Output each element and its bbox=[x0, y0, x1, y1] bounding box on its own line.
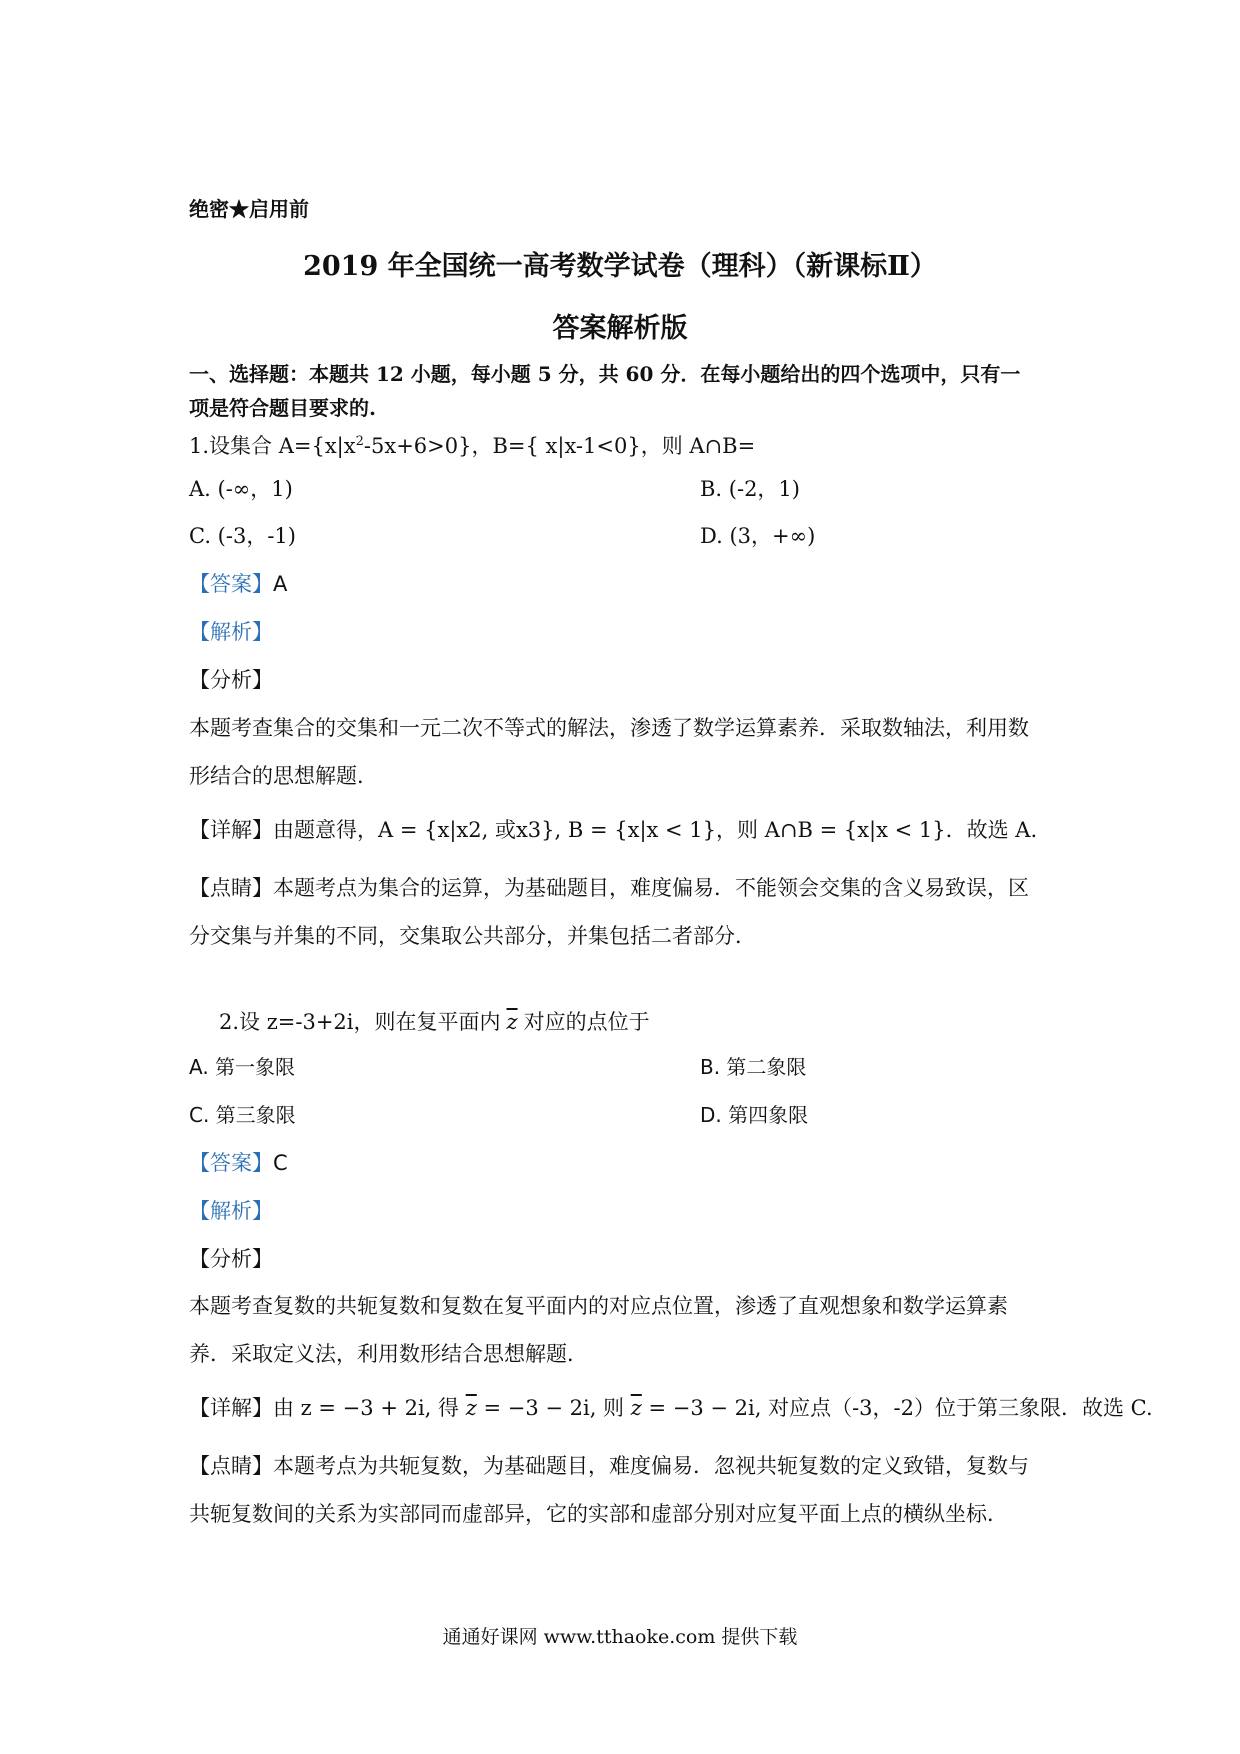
q1-option-c: C. (-3，-1) bbox=[189, 524, 296, 548]
page-title: 2019 年全国统一高考数学试卷（理科）（新课标Ⅱ） bbox=[303, 251, 937, 282]
page-footer: 通通好课网 www.tthaoke.com 提供下载 bbox=[442, 1626, 798, 1648]
q2-answer-tag: 【答案】 bbox=[189, 1151, 273, 1175]
q1-stem-part-a: 1.设集合 A={x|x bbox=[189, 434, 356, 458]
q2-detail bbox=[189, 1398, 1153, 1419]
q2-detail-part-b: = −3 − 2i, 则 bbox=[476, 1396, 631, 1420]
q1-stem-exponent: 2 bbox=[355, 434, 364, 449]
q2-detail-tag: 【详解】 bbox=[189, 1396, 273, 1420]
q1-point-line2: 分交集与并集的不同，交集取公共部分，并集包括二者部分． bbox=[189, 924, 756, 948]
q1-answer-value: A bbox=[273, 572, 288, 596]
q1-point-text1: 本题考点为集合的运算，为基础题目，难度偏易．不能领会交集的含义易致误，区 bbox=[273, 876, 1029, 900]
q1-analysis-line1: 本题考查集合的交集和一元二次不等式的解法，渗透了数学运算素养．采取数轴法，利用数 bbox=[189, 716, 1029, 740]
q2-detail-zbar1: $\overline{z}$ bbox=[465, 1396, 477, 1420]
q1-fenxi-tag: 【分析】 bbox=[189, 668, 273, 692]
q2-answer-value: C bbox=[273, 1151, 288, 1175]
q1-detail-text: 由题意得，A = {x|x2, 或x3}, B = {x|x < 1}，则 A∩B = {x|x < 1}．故选 A. bbox=[273, 818, 1038, 842]
q1-option-a: A. (-∞，1) bbox=[189, 477, 293, 501]
q1-answer-tag: 【答案】 bbox=[189, 572, 273, 596]
q2-stem bbox=[219, 1012, 650, 1033]
q2-point-line2: 共轭复数间的关系为实部同而虚部异，它的实部和虚部分别对应复平面上点的横纵坐标． bbox=[189, 1502, 1008, 1526]
q2-detail-part-c: = −3 − 2i, 对应点（-3，-2）位于第三象限．故选 C. bbox=[641, 1396, 1153, 1420]
q1-option-b: B. (-2，1) bbox=[700, 477, 800, 501]
q2-answer bbox=[189, 1153, 288, 1174]
q2-option-b: B. 第二象限 bbox=[700, 1055, 807, 1079]
q2-option-d: D. 第四象限 bbox=[700, 1103, 809, 1127]
q2-stem-part-b: 对应的点位于 bbox=[523, 1010, 650, 1034]
q2-jiexi-tag: 【解析】 bbox=[189, 1199, 273, 1223]
q1-stem-part-b: -5x+6>0}，B={ x|x-1<0}，则 A∩B= bbox=[363, 434, 756, 458]
q2-analysis-line1: 本题考查复数的共轭复数和复数在复平面内的对应点位置，渗透了直观想象和数学运算素 bbox=[189, 1294, 1008, 1318]
q2-option-c: C. 第三象限 bbox=[189, 1103, 296, 1127]
q2-point-line1 bbox=[189, 1456, 1029, 1477]
section-heading-line1: 一、选择题：本题共 12 小题，每小题 5 分，共 60 分．在每小题给出的四个选项中，只有一 bbox=[189, 362, 1021, 386]
confidential-label: 绝密★启用前 bbox=[189, 197, 309, 221]
q2-fenxi-tag: 【分析】 bbox=[189, 1247, 273, 1271]
q1-answer bbox=[189, 574, 287, 595]
q2-analysis-line2: 养．采取定义法，利用数形结合思想解题． bbox=[189, 1342, 588, 1366]
q2-stem-part-a: 2.设 z=-3+2i，则在复平面内 bbox=[219, 1010, 501, 1034]
q2-stem-zbar: $\overline{z}$ bbox=[506, 1010, 518, 1034]
q1-stem bbox=[189, 435, 755, 457]
q1-detail bbox=[189, 820, 1037, 841]
q1-detail-tag: 【详解】 bbox=[189, 818, 273, 842]
q1-point-line1 bbox=[189, 878, 1029, 899]
q2-option-a: A. 第一象限 bbox=[189, 1055, 296, 1079]
q2-detail-part-a: 由 z = −3 + 2i, 得 bbox=[273, 1396, 466, 1420]
q2-point-text1: 本题考点为共轭复数，为基础题目，难度偏易．忽视共轭复数的定义致错，复数与 bbox=[273, 1454, 1029, 1478]
q1-jiexi-tag: 【解析】 bbox=[189, 620, 273, 644]
page-subtitle: 答案解析版 bbox=[552, 313, 688, 344]
section-heading-line2: 项是符合题目要求的. bbox=[189, 396, 376, 420]
q2-detail-zbar2: $\overline{z}$ bbox=[630, 1396, 642, 1420]
q2-point-tag: 【点睛】 bbox=[189, 1454, 273, 1478]
q1-analysis-line2: 形结合的思想解题． bbox=[189, 764, 378, 788]
q1-option-d: D. (3，+∞) bbox=[700, 524, 816, 548]
q1-point-tag: 【点睛】 bbox=[189, 876, 273, 900]
